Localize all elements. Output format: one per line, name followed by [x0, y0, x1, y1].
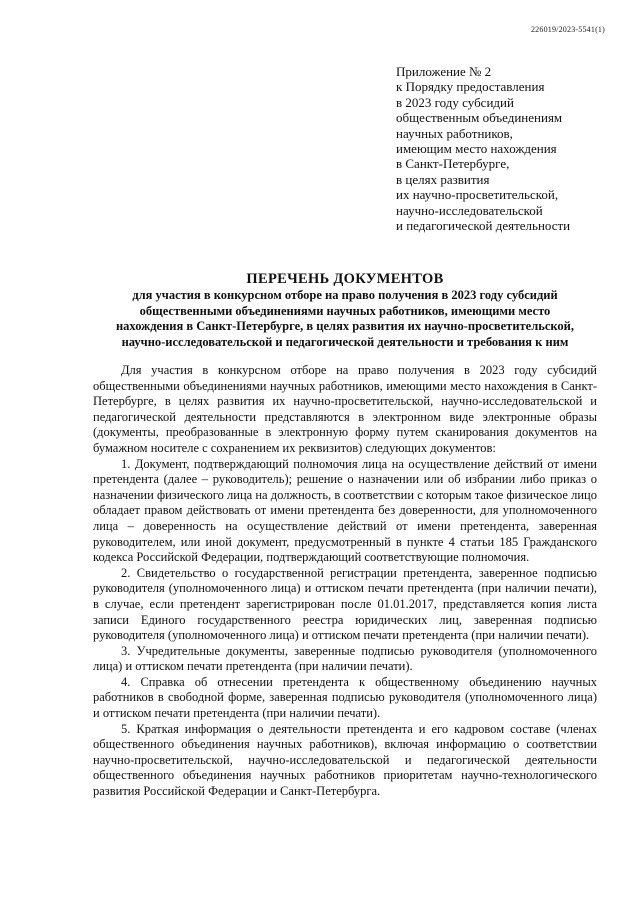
appendix-line: Приложение № 2 [396, 64, 492, 79]
list-item: 2. Свидетельство о государственной регистрации претендента, заверенное подписью руководителя (уполномоченного лица) и оттиском печати претендента (при наличии печати), в случае, если претендент зарегистрирован после 01.01.2017, представляется копия листа записи Единого государственного реестра юридических лиц, заверенная подписью руководителя (уполномоченного лица) и оттиском печати претендента (при наличии печати). [93, 565, 597, 643]
appendix-line: общественным объединениям [396, 110, 563, 126]
appendix-header [396, 64, 616, 233]
subtitle-line: научно-исследовательской и педагогической деятельности и требования к ним [121, 334, 569, 349]
appendix-line: к Порядку предоставления [396, 79, 545, 95]
appendix-line: и педагогической деятельности [396, 218, 571, 234]
subtitle-line: для участия в конкурсном отборе на право получения в 2023 году субсидий [132, 288, 558, 302]
page-title: ПЕРЕЧЕНЬ ДОКУМЕНТОВ [246, 271, 444, 287]
appendix-line: научно-исследовательской [396, 202, 543, 218]
list-item: 5. Краткая информация о деятельности претендента и его кадровом составе (членах общественного объединения научных работников), включая информацию о соответствии научно-просветительской, научно-исследовательской и педагогической деятельности общественного объединения научных работников приоритетам научно-технологического развития Российской Федерации и Санкт-Петербурга. [93, 721, 597, 799]
subtitle-line: общественными объединениями научных работников, имеющими место [139, 303, 551, 318]
list-item: 1. Документ, подтверждающий полномочия лица на осуществление действий от имени претендента (далее – руководитель); решение о назначении или об избрании либо приказ о назначении физического лица на должность, в соответствии с которым такое физическое лицо обладает правом действовать от имени претендента без доверенности, для уполномоченного лица – доверенность на осуществление действий от имени претендента, заверенная руководителем, или иной документ, предусмотренный в пункте 4 статьи 185 Гражданского кодекса Российской Федерации, подтверждающий соответствующие полномочия. [93, 456, 597, 565]
document-body [93, 363, 597, 800]
appendix-line: в 2023 году субсидий [396, 94, 514, 110]
document-registration-number: 226019/2023-5541(1) [530, 25, 605, 34]
list-item: 4. Справка об отнесении претендента к общественному объединению научных работников в свободной форме, заверенная подписью руководителя (уполномоченного лица) и оттиском печати претендента (при наличии печати). [93, 674, 597, 721]
appendix-line: в Санкт-Петербурге, [396, 156, 510, 172]
appendix-line: научных работников, [396, 125, 513, 141]
appendix-line: имеющим место нахождения [396, 141, 557, 157]
list-item: 3. Учредительные документы, заверенные подписью руководителя (уполномоченного лица) и оттиском печати претендента (при наличии печати). [93, 643, 597, 674]
subtitle-line: нахождения в Санкт-Петербурге, в целях развития их научно-просветительской, [115, 319, 574, 334]
appendix-line: их научно-просветительской, [396, 187, 559, 203]
appendix-line: в целях развития [396, 171, 490, 187]
intro-paragraph: Для участия в конкурсном отборе на право получения в 2023 году субсидий общественными объединениями научных работников, имеющими место нахождения в Санкт-Петербурге, в целях развития их научно-просветительской, научно-исследовательской и педагогической деятельности представляются в электронном виде электронные образы (документы, преобразованные в электронную форму путем сканирования документов на бумажном носителе с сохранением их реквизитов) следующих документов: [93, 363, 597, 455]
document-title-block [80, 270, 610, 350]
